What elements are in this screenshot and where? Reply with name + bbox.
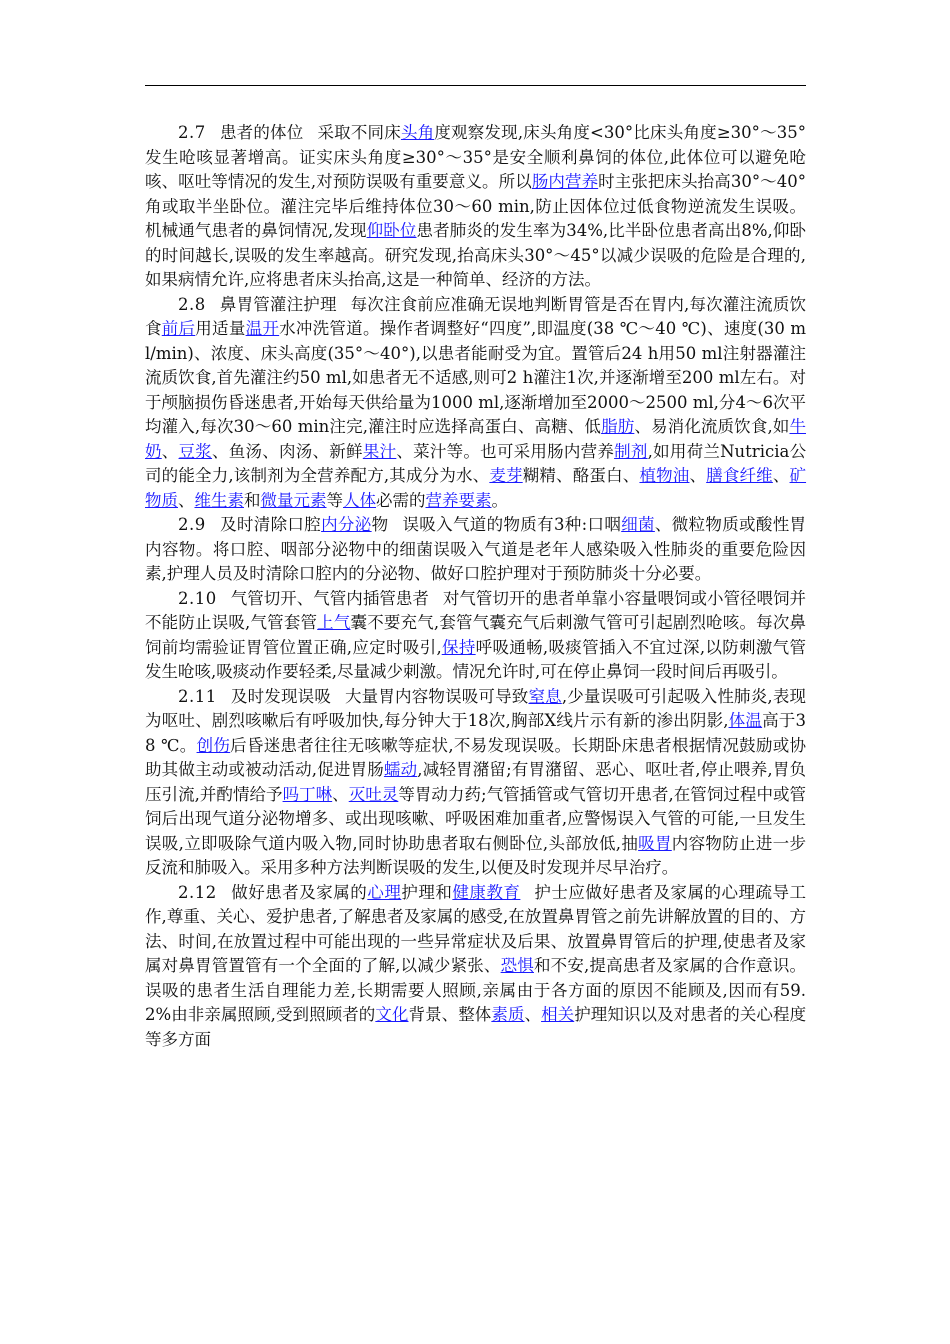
- body-text: 患者肺炎的发生率为34%,比半卧位患者高出8%,仰卧的时间越长,误吸的发生率越高。研究发现,抬高床头30°～45°以减少误吸的危险是合理的,如果病情允许,应将患者床头抬高,这是一种简单、经济的方法。: [145, 221, 807, 289]
- keyword-link[interactable]: 前后: [161, 319, 196, 338]
- keyword-link[interactable]: 麦芽: [489, 466, 523, 485]
- section-title: 及时发现误吸: [230, 686, 331, 706]
- section-paragraph: [145, 121, 806, 293]
- body-text: ,如用荷兰Nutricia公司的能全力,该制剂为全营养配方,其成分为水、: [145, 441, 807, 485]
- section-title: 鼻胃管灌注护理: [219, 294, 337, 314]
- body-text: 大量胃内容物误吸可导致: [345, 686, 529, 706]
- body-text: 和不安,提高患者及家属的合作意识。误吸的患者生活自理能力差,长期需要人照顾,亲属由于各方面的原因不能顾及,因而有59.2%由非亲属照顾,受到照顾者的: [145, 956, 807, 1024]
- body-text: 对气管切开的患者单靠小容量喂饲或小管径喂饲并不能防止误吸,气管套管: [145, 588, 807, 632]
- body-text: ,减轻胃潴留;有胃潴留、恶心、呕吐者,停止喂养,胃负压引流,并酌情给予: [145, 760, 807, 804]
- section-paragraph: [145, 513, 806, 587]
- section-number: 2.10: [178, 588, 217, 608]
- keyword-link[interactable]: 心理: [367, 882, 402, 902]
- keyword-link[interactable]: 肠内营养: [531, 172, 599, 191]
- section-paragraph: [145, 293, 806, 514]
- body-text: 背景、整体: [408, 1005, 492, 1024]
- keyword-link[interactable]: 保持: [441, 637, 476, 657]
- keyword-link[interactable]: 膳食纤维: [706, 466, 773, 485]
- section-number: 2.7: [178, 123, 206, 142]
- title-text: 护理和: [401, 882, 453, 902]
- keyword-link[interactable]: 果汁: [362, 441, 397, 461]
- keyword-link[interactable]: 头角: [400, 123, 435, 142]
- keyword-link[interactable]: 营养要素: [425, 490, 492, 510]
- keyword-link[interactable]: 蠕动: [383, 760, 418, 779]
- section-title: 气管切开、气管内插管患者: [230, 588, 429, 608]
- keyword-link[interactable]: 仰卧位: [366, 221, 417, 240]
- body-text: 。: [491, 490, 508, 510]
- section-number: 2.8: [178, 294, 206, 314]
- title-text: 做好患者及家属的: [230, 882, 368, 902]
- title-text: 物: [371, 515, 389, 534]
- document-body: [145, 121, 806, 1052]
- body-text: 和: [244, 490, 261, 510]
- body-text: 、菜汁等。也可采用肠内营养: [396, 441, 615, 461]
- keyword-link[interactable]: 微量元素: [260, 490, 327, 510]
- body-text: 、: [161, 441, 179, 461]
- keyword-link[interactable]: 吗丁啉: [282, 784, 333, 804]
- body-text: 、易消化流质饮食,如: [634, 417, 790, 436]
- keyword-link[interactable]: 健康教育: [452, 882, 521, 902]
- keyword-link[interactable]: 文化: [375, 1005, 409, 1024]
- body-text: 后昏迷患者往往无咳嗽等症状,不易发现误吸。长期卧床患者根据情况鼓励或协助其做主动或被动活动,促进胃肠: [145, 735, 807, 779]
- section-paragraph: [145, 881, 806, 1053]
- section-paragraph: [145, 587, 806, 685]
- body-text: 时主张把床头抬高30°～40°角或取半坐卧位。灌注完毕后维持体位30～60 min,防止因体位过低食物逆流发生误吸。机械通气患者的鼻饲情况,发现: [145, 172, 807, 240]
- section-title: [231, 883, 521, 902]
- keyword-link[interactable]: 矿物质: [145, 466, 807, 510]
- section-number: 2.12: [178, 882, 217, 902]
- keyword-link[interactable]: 体温: [728, 711, 763, 730]
- section-number: 2.9: [178, 515, 206, 534]
- body-text: 、微粒物质或酸性胃内容物。将口腔、咽部分泌物中的细菌误吸入气道是老年人感染吸入性肺炎的重要危险因素,护理人员及时清除口腔内的分泌物、做好口腔护理对于预防肺炎十分必要。: [145, 515, 807, 583]
- keyword-link[interactable]: 维生素: [194, 490, 244, 510]
- body-text: 用适量: [195, 319, 246, 338]
- body-text: 糊精、酪蛋白、: [522, 466, 640, 485]
- body-text: 、鱼汤、肉汤、新鲜: [212, 441, 363, 461]
- body-text: 囊不要充气,套管气囊充气后刺激气管可引起剧烈呛咳。每次鼻饲前均需验证胃管位置正确,应定时吸引,: [145, 613, 807, 657]
- body-text: 等: [326, 490, 343, 510]
- header-rule: [145, 85, 806, 86]
- keyword-link[interactable]: 豆浆: [178, 441, 213, 461]
- section-title: 患者的体位: [219, 123, 304, 142]
- body-text: 度观察发现,床头角度<30°比床头角度≥30°～35°发生呛咳显著增高。证实床头角度≥30°～35°是安全顺利鼻饲的体位,此体位可以避免呛咳、呕吐等情况的发生,对预防误吸有重要意义。所以: [145, 123, 807, 191]
- body-text: 、: [772, 466, 790, 485]
- keyword-link[interactable]: 素质: [491, 1005, 525, 1024]
- body-text: ,少量误吸可引起吸入性肺炎,表现为呕吐、剧烈咳嗽后有呼吸加快,每分钟大于18次,胸部X线片示有新的渗出阴影,: [145, 686, 806, 730]
- body-text: 、: [689, 466, 707, 485]
- body-text: 呼吸通畅,吸痰管插入不宜过深,以防刺激气管发生呛咳,吸痰动作要轻柔,尽量减少刺激。情况允许时,可在停止鼻饲一段时间后再吸引。: [145, 637, 806, 681]
- keyword-link[interactable]: 上气: [317, 613, 351, 632]
- body-text: 误吸入气道的物质有3种:口咽: [402, 515, 622, 534]
- section-title: [220, 515, 389, 534]
- section-number: 2.11: [178, 686, 217, 706]
- keyword-link[interactable]: 吸胃: [638, 833, 672, 853]
- keyword-link[interactable]: 相关: [541, 1005, 575, 1024]
- keyword-link[interactable]: 细菌: [621, 515, 655, 534]
- keyword-link[interactable]: 植物油: [639, 466, 690, 485]
- body-text: 护士应做好患者及家属的心理疏导工作,尊重、关心、爱护患者,了解患者及家属的感受,在放置鼻胃管之前先讲解放置的目的、方法、时间,在放置过程中可能出现的一些异常症状及后果、放置鼻胃管后的护理,使患者及家属对鼻胃管置管有一个全面的了解,以减少紧张、: [145, 882, 807, 975]
- keyword-link[interactable]: 人体: [343, 490, 376, 510]
- keyword-link[interactable]: 恐惧: [500, 956, 534, 975]
- body-text: 、: [524, 1005, 542, 1024]
- body-text: 内容物防止进一步反流和肺吸入。采用多种方法判断误吸的发生,以便及时发现并尽早治疗。: [145, 833, 807, 877]
- keyword-link[interactable]: 创伤: [196, 735, 231, 755]
- body-text: 必需的: [376, 490, 426, 510]
- keyword-link[interactable]: 脂肪: [601, 417, 635, 436]
- body-text: 等胃动力药;气管插管或气管切开患者,在管饲过程中或管饲后出现气道分泌物增多、或出现咳嗽、呼吸困难加重者,应警惕误入气管的可能,一旦发生误吸,立即吸除气道内吸入物,同时协助患者取右侧卧位,头部放低,抽: [145, 784, 807, 853]
- keyword-link[interactable]: 内分泌: [321, 515, 372, 534]
- title-text: 及时清除口腔: [219, 515, 322, 534]
- body-text: 每次注食前应准确无误地判断胃管是否在胃内,每次灌注流质饮食: [145, 294, 806, 338]
- body-text: 、: [178, 490, 195, 510]
- keyword-link[interactable]: 制剂: [614, 441, 648, 461]
- keyword-link[interactable]: 牛奶: [145, 417, 806, 461]
- body-text: 采取不同床: [317, 123, 401, 142]
- body-text: 护理知识以及对患者的关心程度等多方面: [145, 1005, 807, 1049]
- body-text: 、: [332, 784, 349, 804]
- body-text: 高于38 ℃。: [145, 711, 806, 755]
- keyword-link[interactable]: 温开: [245, 319, 280, 338]
- body-text: 水冲洗管道。操作者调整好“四度”,即温度(38 ℃～40 ℃)、速度(30 ml/min)、浓度、床头高度(35°～40°),以患者能耐受为宜。置管后24 h用50 ml注射器灌注流质饮食,首先灌注约50 ml,如患者无不适感,则可2 h灌注1次,并逐渐增至200 ml左右。对于颅脑损伤昏迷患者,开始每天供给量为1000 ml,逐渐增加至2000～2500 ml,分4～6次平均灌入,每次30～60 min注完,灌注时应选择高蛋白、高糖、低: [145, 319, 807, 436]
- keyword-link[interactable]: 灭吐灵: [348, 784, 399, 804]
- section-paragraph: [145, 685, 806, 881]
- keyword-link[interactable]: 窒息: [528, 686, 562, 706]
